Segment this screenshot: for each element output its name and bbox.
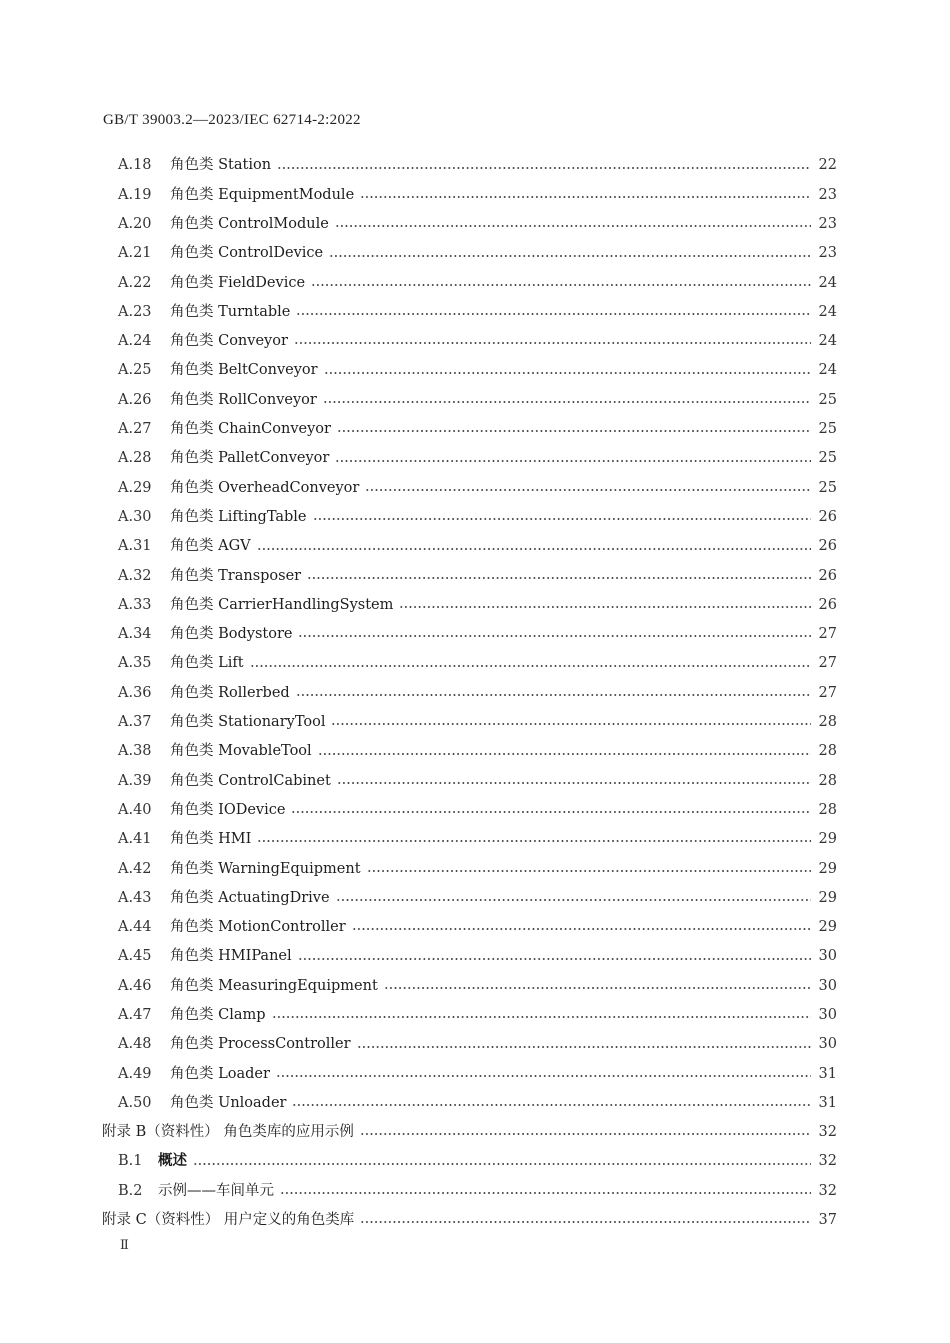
toc-entry-title: 附录 B（资料性） 角色类库的应用示例	[102, 1124, 354, 1141]
toc-entry[interactable]	[0, 649, 837, 678]
toc-entry-title: 角色类 MotionController	[170, 919, 346, 936]
leader-dots	[298, 631, 811, 641]
toc-entry-page: 27	[818, 626, 837, 643]
toc-entry-number: A.43	[118, 889, 152, 906]
toc-entry-title: 角色类 PalletConveyor	[170, 450, 330, 467]
toc-entry-title: 角色类 BeltConveyor	[170, 362, 318, 379]
toc-entry-title: 角色类 HMIPanel	[170, 948, 292, 965]
toc-entry-title: 角色类 ActuatingDrive	[170, 889, 330, 906]
toc-entry-page: 26	[818, 567, 837, 584]
toc-entry-page: 27	[818, 684, 837, 701]
toc-entry-title: 角色类 Loader	[170, 1065, 270, 1082]
toc-entry-number: A.20	[118, 215, 152, 232]
leader-dots	[193, 1159, 811, 1169]
leader-dots	[294, 338, 811, 348]
toc-entry-page: 23	[818, 186, 837, 203]
toc-entry-title: 角色类 Rollerbed	[170, 684, 290, 701]
toc-entry-number: A.31	[118, 538, 152, 555]
leader-dots	[291, 807, 811, 817]
toc-entry[interactable]	[0, 444, 837, 473]
toc-entry-number: A.40	[118, 801, 152, 818]
leader-dots	[272, 1012, 811, 1022]
toc-entry[interactable]	[0, 590, 837, 619]
leader-dots	[335, 456, 811, 466]
toc-entry-number: B.1	[118, 1153, 143, 1170]
toc-entry[interactable]	[0, 971, 837, 1000]
toc-entry-number: A.50	[118, 1094, 152, 1111]
toc-entry-number: A.47	[118, 1007, 152, 1023]
leader-dots	[360, 192, 811, 202]
toc-entry-title: 角色类 ControlDevice	[170, 245, 324, 262]
toc-entry-number: A.44	[118, 919, 152, 936]
toc-entry-number: A.35	[118, 655, 152, 672]
toc-entry-page: 23	[818, 245, 837, 262]
toc-entry[interactable]	[0, 210, 837, 239]
toc-entry[interactable]	[0, 796, 837, 825]
toc-entry-title: 角色类 FieldDevice	[170, 274, 306, 291]
toc-entry-page: 26	[818, 508, 837, 525]
toc-entry-page: 28	[818, 772, 837, 789]
toc-entry-number: A.32	[118, 567, 152, 584]
toc-entry[interactable]	[0, 1059, 837, 1088]
toc-entry-title: 角色类 EquipmentModule	[170, 186, 355, 203]
toc-entry-page: 24	[818, 333, 837, 350]
leader-dots	[324, 368, 811, 378]
leader-dots	[298, 954, 811, 964]
toc-entry-page: 25	[818, 421, 837, 438]
leader-dots	[399, 602, 811, 612]
leader-dots	[257, 544, 811, 554]
leader-dots	[280, 1188, 811, 1198]
toc-entry-page: 31	[818, 1094, 837, 1111]
toc-entry-number: A.46	[118, 977, 152, 994]
toc-entry[interactable]	[0, 737, 837, 766]
toc-entry-number: A.22	[118, 274, 152, 291]
toc-entry-page: 37	[818, 1212, 837, 1229]
toc-entry[interactable]	[0, 883, 837, 912]
toc-entry-page: 25	[818, 450, 837, 467]
toc-entry-number: A.28	[118, 450, 152, 467]
toc-entry-title: 角色类 Transposer	[170, 567, 302, 584]
toc-entry[interactable]	[0, 532, 837, 561]
leader-dots	[367, 866, 811, 876]
toc-entry-number: A.48	[118, 1036, 152, 1053]
toc-entry-title: 角色类 Conveyor	[170, 333, 288, 350]
leader-dots	[352, 924, 811, 934]
leader-dots	[313, 514, 811, 524]
toc-entry[interactable]	[0, 327, 837, 356]
toc-entry-title: 角色类 RollConveyor	[170, 391, 317, 408]
toc-entry-number: B.2	[118, 1182, 143, 1199]
leader-dots	[365, 485, 811, 495]
toc-entry-page: 29	[818, 860, 837, 877]
toc-entry[interactable]	[0, 678, 837, 707]
toc-entry-number: A.34	[118, 626, 152, 643]
toc-entry[interactable]	[0, 473, 837, 502]
leader-dots	[311, 280, 811, 290]
toc-entry-number: A.37	[118, 714, 152, 731]
leader-dots	[323, 397, 811, 407]
toc-entry-page: 28	[818, 801, 837, 818]
toc-entry-page: 26	[818, 596, 837, 613]
toc-entry[interactable]	[0, 356, 837, 385]
toc-entry-title: 角色类 ChainConveyor	[170, 421, 331, 438]
toc-entry-number: A.36	[118, 684, 152, 701]
leader-dots	[318, 749, 811, 759]
toc-entry-title: 角色类 IODevice	[170, 801, 286, 818]
toc-entry-title: 角色类 ControlModule	[170, 215, 329, 232]
toc-entry-b2[interactable]	[0, 1176, 837, 1205]
toc-entry-page: 25	[818, 391, 837, 408]
toc-entry-page: 29	[818, 919, 837, 936]
leader-dots	[329, 251, 811, 261]
toc-entry-title: 角色类 Lift	[170, 655, 244, 672]
toc-entry-title: 角色类 OverheadConveyor	[170, 479, 360, 496]
leader-dots	[307, 573, 811, 583]
toc-entry-title: 角色类 ProcessController	[170, 1036, 351, 1053]
leader-dots	[250, 661, 811, 671]
toc-entry[interactable]	[0, 268, 837, 297]
leader-dots	[360, 1129, 811, 1139]
toc-entry-number: A.19	[118, 186, 152, 203]
toc-entry-title: 角色类 AGV	[170, 538, 251, 555]
toc-entry-title: 角色类 MovableTool	[170, 743, 312, 760]
toc-entry-number: A.41	[118, 831, 152, 848]
leader-dots	[337, 426, 811, 436]
toc-entry-title: 角色类 Station	[170, 157, 272, 174]
toc-entry-page: 27	[818, 655, 837, 672]
toc-entry-title: 角色类 Bodystore	[170, 626, 293, 643]
toc-entry-number: A.38	[118, 743, 152, 760]
leader-dots	[277, 163, 811, 173]
toc-entry[interactable]	[0, 854, 837, 883]
toc-entry[interactable]	[0, 385, 837, 414]
toc-entry-number: A.30	[118, 508, 152, 525]
toc-entry-page: 26	[818, 538, 837, 555]
toc-entry-page: 29	[818, 831, 837, 848]
toc-entry-number: A.25	[118, 362, 152, 379]
toc-entry-number: A.18	[118, 157, 152, 174]
toc-appendix-b[interactable]	[0, 1118, 837, 1147]
toc-entry[interactable]	[0, 1030, 837, 1059]
page-number: Ⅱ	[120, 1238, 129, 1253]
toc-entry-number: A.42	[118, 860, 152, 877]
toc-entry-page: 22	[818, 157, 837, 174]
leader-dots	[331, 719, 811, 729]
toc-entry-title: 角色类 WarningEquipment	[170, 860, 361, 877]
toc-entry[interactable]	[0, 180, 837, 209]
toc-entry-number: A.49	[118, 1065, 152, 1082]
document-header: GB/T 39003.2—2023/IEC 62714-2:2022	[103, 112, 361, 128]
leader-dots	[335, 221, 811, 231]
toc-entry-page: 28	[818, 743, 837, 760]
toc-entry[interactable]	[0, 1089, 837, 1118]
leader-dots	[257, 836, 811, 846]
toc-entry-b1[interactable]	[0, 1147, 837, 1176]
toc-entry-title: 角色类 MeasuringEquipment	[170, 977, 378, 994]
leader-dots	[292, 1100, 811, 1110]
leader-dots	[296, 690, 811, 700]
toc-entry-number: A.45	[118, 948, 152, 965]
toc-entry-number: A.26	[118, 391, 152, 408]
toc-entry[interactable]	[0, 620, 837, 649]
toc-entry[interactable]	[0, 415, 837, 444]
toc-entry-title: 概述	[158, 1152, 187, 1170]
toc-entry[interactable]	[0, 151, 837, 180]
leader-dots	[276, 1071, 811, 1081]
toc-entry-number: A.29	[118, 479, 152, 496]
toc-entry[interactable]	[0, 239, 837, 268]
toc-entry-title: 示例——车间单元	[158, 1182, 274, 1199]
toc-entry-page: 32	[818, 1153, 837, 1170]
toc-entry-page: 29	[818, 889, 837, 906]
toc-entry[interactable]	[0, 942, 837, 971]
toc-entry-page: 28	[818, 714, 837, 731]
toc-entry-page: 31	[818, 1065, 837, 1082]
toc-entry-page: 23	[818, 215, 837, 232]
toc-entry-title: 角色类 Unloader	[170, 1094, 287, 1111]
toc-entry-title: 角色类 Turntable	[170, 303, 291, 320]
toc-entry[interactable]	[0, 1001, 837, 1030]
toc-entry-page: 24	[818, 274, 837, 291]
toc-appendix-c[interactable]	[0, 1206, 837, 1235]
table-of-contents	[0, 151, 950, 1235]
leader-dots	[296, 309, 811, 319]
toc-entry-title: 角色类 Clamp	[170, 1007, 266, 1023]
leader-dots	[360, 1217, 811, 1227]
toc-entry-number: A.24	[118, 333, 152, 350]
toc-entry-title: 角色类 ControlCabinet	[170, 772, 331, 789]
toc-entry[interactable]	[0, 913, 837, 942]
toc-entry-number: A.27	[118, 421, 152, 438]
toc-entry[interactable]	[0, 297, 837, 326]
toc-entry-page: 24	[818, 362, 837, 379]
toc-entry-title: 角色类 StationaryTool	[170, 714, 326, 731]
toc-entry-number: A.21	[118, 245, 152, 262]
toc-entry-page: 25	[818, 479, 837, 496]
toc-entry-page: 24	[818, 303, 837, 320]
toc-entry-number: A.33	[118, 596, 152, 613]
toc-entry-page: 32	[818, 1182, 837, 1199]
toc-entry-number: A.39	[118, 772, 152, 789]
toc-entry[interactable]	[0, 825, 837, 854]
toc-entry[interactable]	[0, 708, 837, 737]
toc-entry-title: 角色类 CarrierHandlingSystem	[170, 596, 394, 613]
toc-entry-page: 30	[818, 977, 837, 994]
toc-entry-title: 角色类 HMI	[170, 831, 252, 848]
toc-entry-page: 32	[818, 1124, 837, 1141]
toc-entry[interactable]	[0, 503, 837, 532]
toc-entry-title: 角色类 LiftingTable	[170, 508, 307, 525]
toc-entry[interactable]	[0, 561, 837, 590]
leader-dots	[336, 895, 811, 905]
leader-dots	[337, 778, 811, 788]
toc-entry-list	[0, 151, 950, 1118]
toc-entry-title: 附录 C（资料性） 用户定义的角色类库	[102, 1212, 355, 1229]
leader-dots	[384, 983, 811, 993]
toc-entry-number: A.23	[118, 303, 152, 320]
toc-entry-page: 30	[818, 1007, 837, 1023]
toc-entry[interactable]	[0, 766, 837, 795]
toc-entry-page: 30	[818, 1036, 837, 1053]
leader-dots	[357, 1042, 811, 1052]
toc-entry-page: 30	[818, 948, 837, 965]
